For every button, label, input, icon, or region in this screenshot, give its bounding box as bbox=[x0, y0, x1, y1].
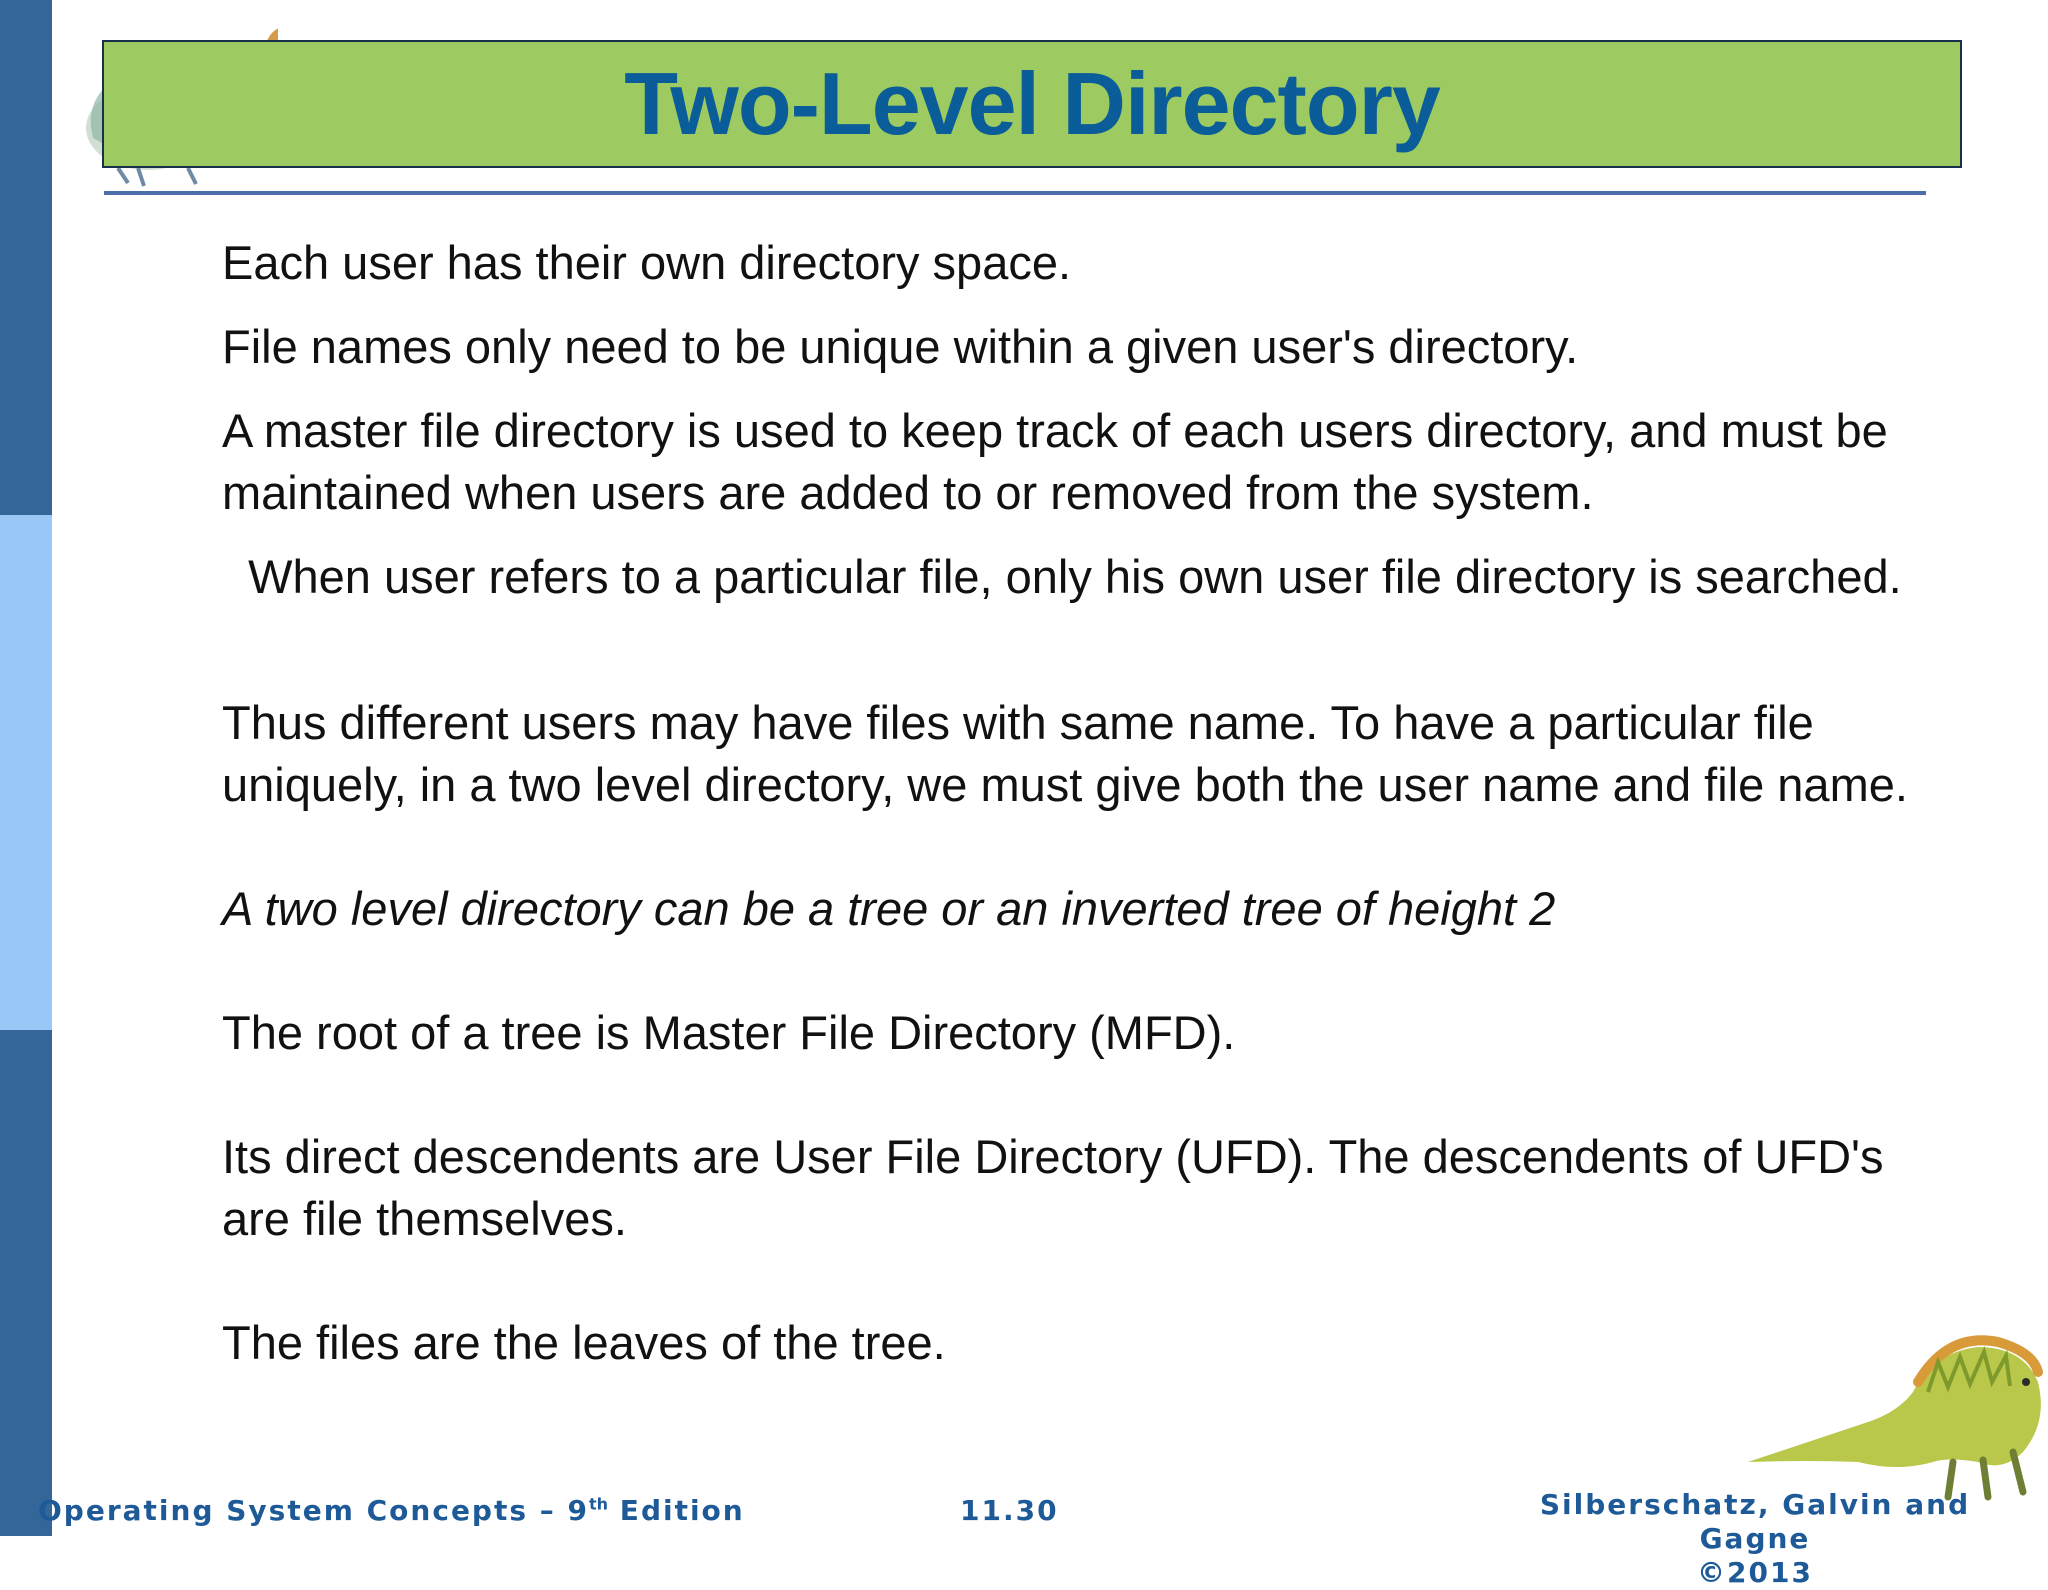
body-paragraph: The files are the leaves of the tree. bbox=[222, 1316, 946, 1369]
slide-body bbox=[222, 232, 1952, 1374]
slide-title: Two-Level Directory bbox=[624, 54, 1440, 153]
dinosaur-mascot-icon bbox=[1748, 1312, 2048, 1502]
footer-page-number: 11.30 bbox=[960, 1494, 1059, 1527]
body-paragraph: When user refers to a particular file, only his own user file directory is searched. bbox=[222, 550, 1902, 603]
body-paragraph: File names only need to be unique within a given user's directory. bbox=[222, 320, 1579, 373]
body-paragraph: Each user has their own directory space. bbox=[222, 236, 1072, 289]
footer-book-suffix: Edition bbox=[608, 1494, 745, 1527]
body-paragraph: Thus different users may have files with same name. To have a particular file uniquely, in a two level directory, we must give both the user name and file name. bbox=[222, 696, 1908, 811]
body-paragraph-italic: A two level directory can be a tree or an inverted tree of height 2 bbox=[222, 882, 1556, 935]
title-underline-rule bbox=[104, 191, 1926, 195]
sidebar-stripe-top bbox=[0, 0, 52, 515]
sidebar-stripe-bottom bbox=[0, 1030, 52, 1536]
footer-book-title bbox=[38, 1494, 745, 1527]
footer-copyright: ©2013 bbox=[1697, 1556, 1813, 1589]
footer-authors-block bbox=[1520, 1488, 1990, 1590]
body-paragraph: Its direct descendents are User File Directory (UFD). The descendents of UFD's are file themselves. bbox=[222, 1130, 1884, 1245]
footer-authors: Silberschatz, Galvin and Gagne bbox=[1539, 1488, 1971, 1555]
sidebar-stripe-middle bbox=[0, 515, 52, 1030]
footer-book-prefix: Operating System Concepts – 9 bbox=[38, 1494, 590, 1527]
title-banner bbox=[102, 40, 1962, 168]
body-paragraph: A master file directory is used to keep track of each users directory, and must be maintained when users are added to or removed from the system. bbox=[222, 404, 1888, 519]
footer-book-sup: th bbox=[589, 1494, 609, 1514]
body-paragraph: The root of a tree is Master File Directory (MFD). bbox=[222, 1006, 1236, 1059]
